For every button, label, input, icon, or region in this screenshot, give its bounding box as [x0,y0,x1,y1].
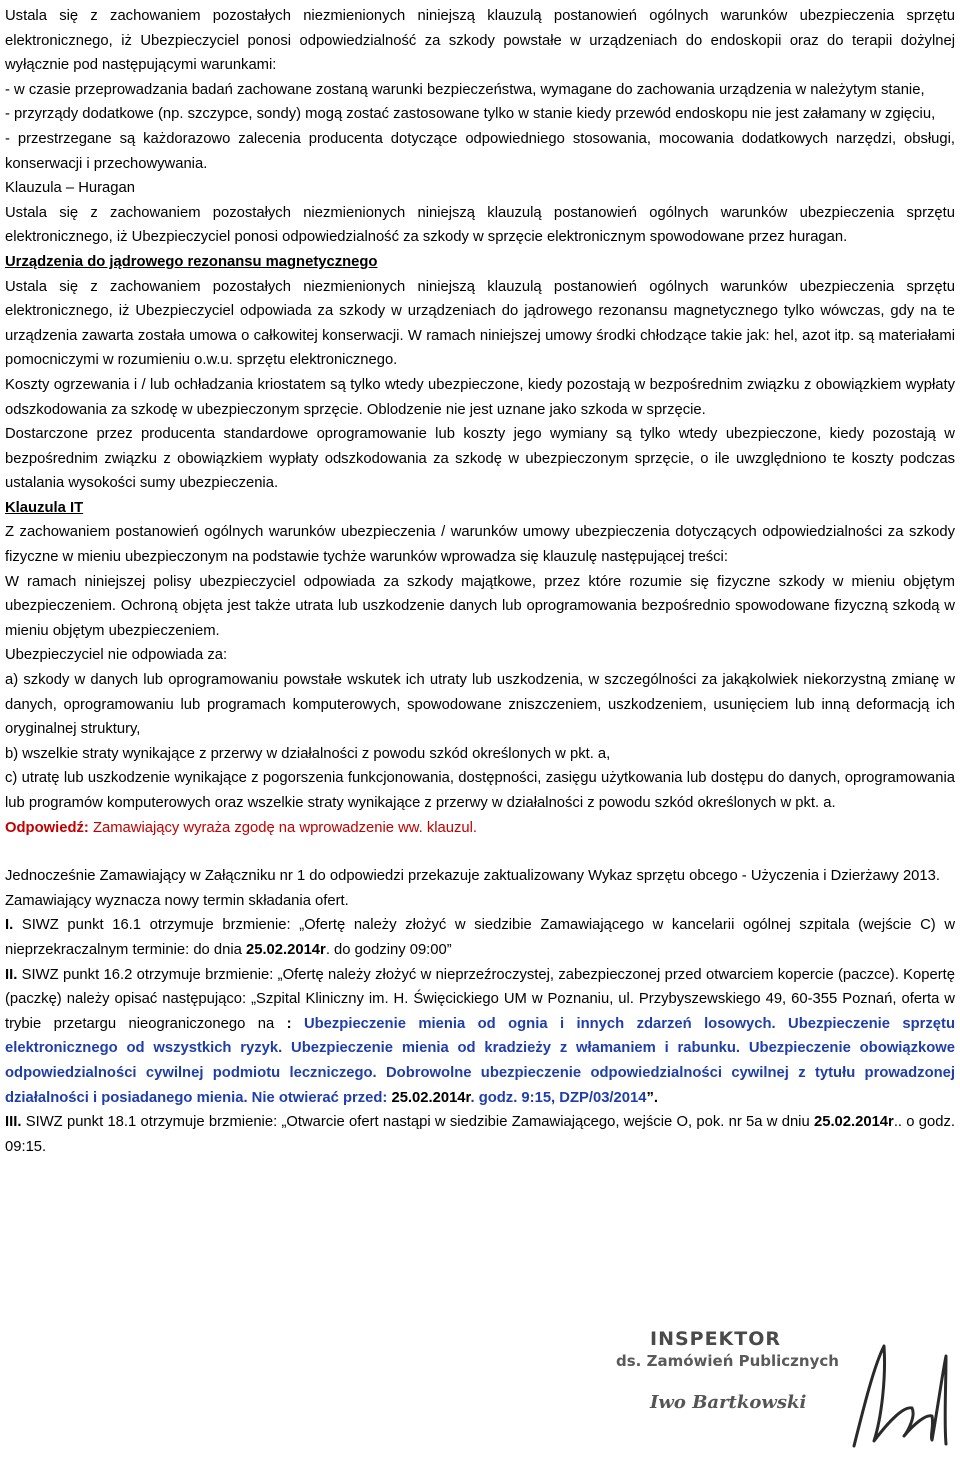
stamp-title: INSPEKTOR [650,1328,782,1350]
heading-hurricane-clause: Klauzula – Huragan [5,180,135,197]
paragraph-endoscopy-clause: Ustala się z zachowaniem pozostałych niezmienionych niniejszą klauzulą postanowień ogólnych warunków ubezpieczenia sprzętu elektronicznego, iż Ubezpieczyciel ponosi odpowiedzialność za szkody powstałe w urządzeniach do endoskopii oraz do terapii dożylnej wyłącznie pod następującymi warunkami: [5,8,955,74]
inspector-stamp [606,1328,956,1458]
item-number: II. [5,966,18,983]
item-siwz-18-1 [5,1110,955,1159]
item-text-end: .. o godz. 09:15. [5,1114,956,1155]
item-end-quote: ”. [646,1089,658,1106]
paragraph-condition-3: - przestrzegane są każdorazowo zalecenia producenta dotyczące odpowiedniego stosowania, mocowania dodatkowych narzędzi, obsługi, konserwacji i przechowywania. [5,130,955,172]
heading-mri-devices: Urządzenia do jądrowego rezonansu magnetycznego [5,253,378,270]
item-text: SIWZ punkt 18.1 otrzymuje brzmienie: „Otwarcie ofert nastąpi w siedzibie Zamawiającego, wejście O, pok. nr 5a w dniu [21,1114,814,1131]
stamp-subtitle: ds. Zamówień Publicznych [616,1352,839,1370]
paragraph-new-deadline: Zamawiający wyznacza nowy termin składania ofert. [5,892,349,909]
answer-label: Odpowiedź: [5,819,89,836]
item-colon: : [286,1015,304,1032]
paragraph-exclusion-b: b) wszelkie straty wynikające z przerwy w działalności z powodu szkód określonych w pkt. a, [5,745,611,762]
paragraph-exclusion-a: a) szkody w danych lub oprogramowaniu powstałe wskutek ich utraty lub uszkodzenia, w szczególności za jakąkolwiek niekorzystną zmianę w danych, oprogramowaniu lub programach komputerowych, spowodowane zniszczeniem, uszkodzeniem, usunięciem lub inną deformacją ich oryginalnej struktury, [5,672,955,738]
paragraph-condition-1: - w czasie przeprowadzania badań zachowane zostaną warunki bezpieczeństwa, wymagane do zachowania urządzenia w należytym stanie, [5,81,925,98]
item-date: 25.02.2014r [391,1089,471,1106]
document-body [5,4,955,1159]
blank-line [5,840,955,864]
paragraph-exclusions-intro: Ubezpieczyciel nie odpowiada za: [5,647,228,664]
paragraph-exclusion-c: c) utratę lub uszkodzenie wynikające z pogorszenia funkcjonowania, dostępności, zasięgu użytkowania lub dostępu do danych, oprogramowania lub programów komputerowych oraz wszelkie straty wynikające z przerwy w działalności z powodu szkód określonych w pkt. a. [5,770,955,811]
item-number: III. [5,1114,22,1131]
item-text: SIWZ punkt 16.1 otrzymuje brzmienie: „Ofertę należy złożyć w siedzibie Zamawiającego w kancelarii ogólnej szpitala (wejście C) w nieprzekraczalnym terminie: do dnia [5,917,955,958]
paragraph-it-intro: Z zachowaniem postanowień ogólnych warunków ubezpieczenia / warunków umowy ubezpieczenia dotyczących odpowiedzialności za szkody fizyczne w mieniu ubezpieczonym na podstawie tychże warunków wprowadza się klauzulę następującej treści: [5,524,955,566]
paragraph-it-scope: W ramach niniejszej polisy ubezpieczyciel odpowiada za szkody majątkowe, przez które rozumie się fizyczne szkody w mieniu objętym ubezpieczeniem. Ochroną objęta jest także utrata lub uszkodzenie danych lub oprogramowania bezpośrednio spowodowane fizyczną szkodą w mieniu objętym ubezpieczeniem. [5,573,955,639]
answer-line [5,816,955,841]
heading-it-clause: Klauzula IT [5,499,84,516]
answer-text: Zamawiający wyraża zgodę na wprowadzenie ww. klauzul. [88,819,478,836]
stamp-name: Iwo Bartkowski [650,1392,807,1413]
item-date: 25.02.2014r [813,1114,894,1131]
paragraph-attachment: Jednocześnie Zamawiający w Załączniku nr 1 do odpowiedzi przekazuje zaktualizowany Wykaz sprzętu obcego - Użyczenia i Dzierżawy 2013. [5,868,940,885]
item-text-end: . do godziny 09:00” [325,941,452,958]
paragraph-condition-2: - przyrządy dodatkowe (np. szczypce, sondy) mogą zostać zastosowane tylko w stanie kiedy przewód endoskopu nie jest załamany w zgięciu, [5,106,936,123]
item-siwz-16-2 [5,963,955,1111]
signature-image [834,1336,956,1456]
paragraph-cryostat: Koszty ogrzewania i / lub ochładzania kriostatem są tylko wtedy ubezpieczone, kiedy pozostają w bezpośrednim związku z obowiązkiem wypłaty odszkodowania za szkodę w ubezpieczonym sprzęcie. Oblodzenie nie jest uznane jako szkoda w sprzęcie. [5,376,955,418]
item-text: SIWZ punkt 16.2 otrzymuje brzmienie: „Ofertę należy złożyć w nieprzeźroczystej, zabezpieczonej przed otwarciem kopercie (paczce). Kopertę (paczkę) należy opisać następująco: „Szpital Kliniczny im. H. Święcickiego UM w Poznaniu, ul. Przybyszewskiego 49, 60-355 Poznań, oferta w trybie przetargu nieograniczonego na [5,966,955,1032]
paragraph-hurricane: Ustala się z zachowaniem pozostałych niezmienionych niniejszą klauzulą postanowień ogólnych warunków ubezpieczenia sprzętu elektronicznego, iż Ubezpieczyciel ponosi odpowiedzialność za szkody w sprzęcie elektronicznym spowodowane przez huragan. [5,204,955,246]
item-date: 25.02.2014r [245,941,326,958]
paragraph-software: Dostarczone przez producenta standardowe oprogramowanie lub koszty jego wymiany są tylko wtedy ubezpieczone, kiedy pozostają w bezpośrednim związku z obowiązkiem wypłaty odszkodowania za szkodę w ubezpieczonym sprzęcie, o ile uwzględniono te koszty podczas ustalania wysokości sumy ubezpieczenia. [5,426,955,492]
tender-subject: Ubezpieczenie mienia od ognia i innych zdarzeń losowych. Ubezpieczenie sprzętu elektronicznego od wszystkich ryzyk. Ubezpieczenie mienia od kradzieży z włamaniem i rabunku. Ubezpieczenie obowiązkowe odpowiedzialności cywilnej podmiotu leczniczego. Dobrowolne ubezpieczenie odpowiedzialności cywilnej z tytułu prowadzonej działalności i posiadanego mienia. Nie otwierać przed: [5,1015,956,1106]
item-time: . godz. 9:15, DZP/03/2014 [470,1089,647,1106]
paragraph-mri: Ustala się z zachowaniem pozostałych niezmienionych niniejszą klauzulą postanowień ogólnych warunków ubezpieczenia sprzętu elektronicznego, iż Ubezpieczyciel odpowiada za szkody w urządzeniach do jądrowego rezonansu magnetycznego tylko wówczas, gdy na te urządzenia zawarta została umowa o całkowitej konserwacji. W ramach niniejszej umowy środki chłodzące takie jak: hel, azot itp. są materiałami pomocniczymi w rozumieniu o.w.u. sprzętu elektronicznego. [5,278,955,369]
item-number: I. [5,917,14,934]
item-siwz-16-1 [5,913,955,962]
